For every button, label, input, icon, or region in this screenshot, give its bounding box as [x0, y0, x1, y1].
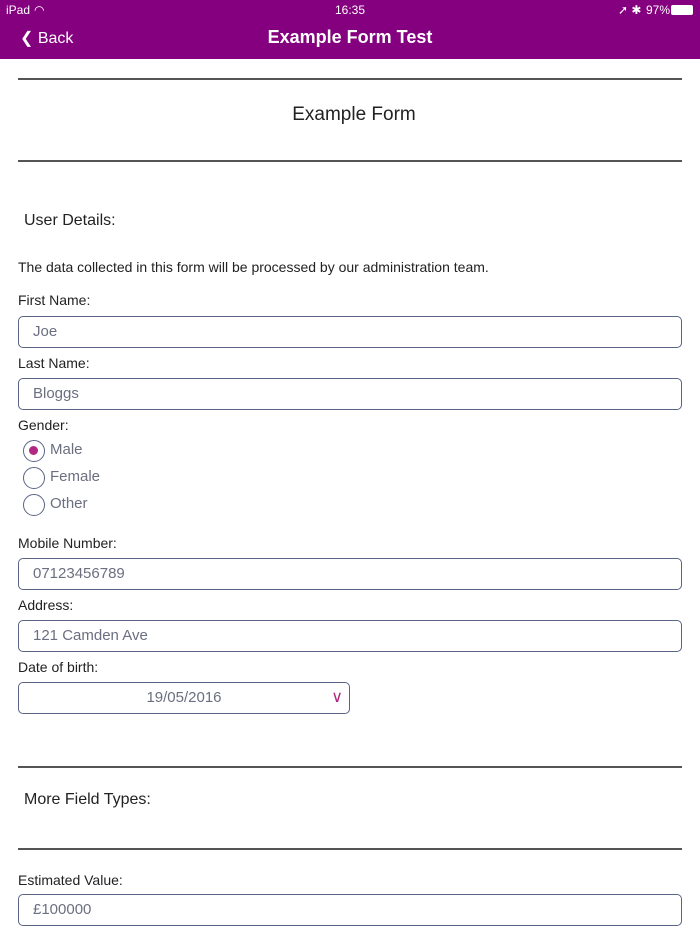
mobile-input[interactable]: 07123456789	[18, 558, 682, 590]
battery-icon	[671, 5, 693, 15]
wifi-icon: ◠	[34, 3, 45, 17]
back-label: Back	[37, 30, 74, 47]
nav-bar	[0, 0, 700, 59]
divider	[18, 766, 682, 768]
page-title: Example Form Test	[267, 27, 433, 47]
dob-value: 19/05/2016	[146, 689, 222, 706]
chevron-left-icon: ❮	[20, 30, 34, 47]
last-name-label: Last Name:	[18, 355, 90, 371]
mobile-label: Mobile Number:	[18, 535, 117, 551]
divider	[18, 848, 682, 850]
radio-male[interactable]	[23, 440, 45, 462]
last-name-input[interactable]: Bloggs	[18, 378, 682, 410]
section-more-field-types: More Field Types:	[24, 791, 151, 808]
dob-picker[interactable]	[18, 682, 350, 714]
divider	[18, 160, 682, 162]
device-label: iPad	[6, 3, 31, 17]
first-name-label: First Name:	[18, 292, 91, 308]
gender-label: Gender:	[18, 417, 69, 433]
location-bluetooth-icon: ➚ ✱	[618, 3, 642, 17]
radio-other-label[interactable]: Other	[50, 495, 88, 512]
estimated-value-input[interactable]: £100000	[18, 894, 682, 926]
address-label: Address:	[18, 597, 74, 613]
address-input[interactable]: 121 Camden Ave	[18, 620, 682, 652]
intro-text: The data collected in this form will be processed by our administration team.	[18, 259, 489, 275]
dob-label: Date of birth:	[18, 659, 99, 675]
section-user-details: User Details:	[24, 212, 116, 229]
chevron-down-icon: ∨	[331, 689, 343, 706]
form-title: Example Form	[292, 104, 416, 125]
radio-other[interactable]	[23, 494, 45, 516]
status-time: 16:35	[334, 3, 366, 17]
radio-male-label[interactable]: Male	[50, 441, 83, 458]
radio-female-label[interactable]: Female	[50, 468, 101, 485]
estimated-value-label: Estimated Value:	[18, 872, 123, 888]
battery-percent: 97%	[646, 3, 671, 17]
radio-female[interactable]	[23, 467, 45, 489]
divider	[18, 78, 682, 80]
first-name-input[interactable]: Joe	[18, 316, 682, 348]
